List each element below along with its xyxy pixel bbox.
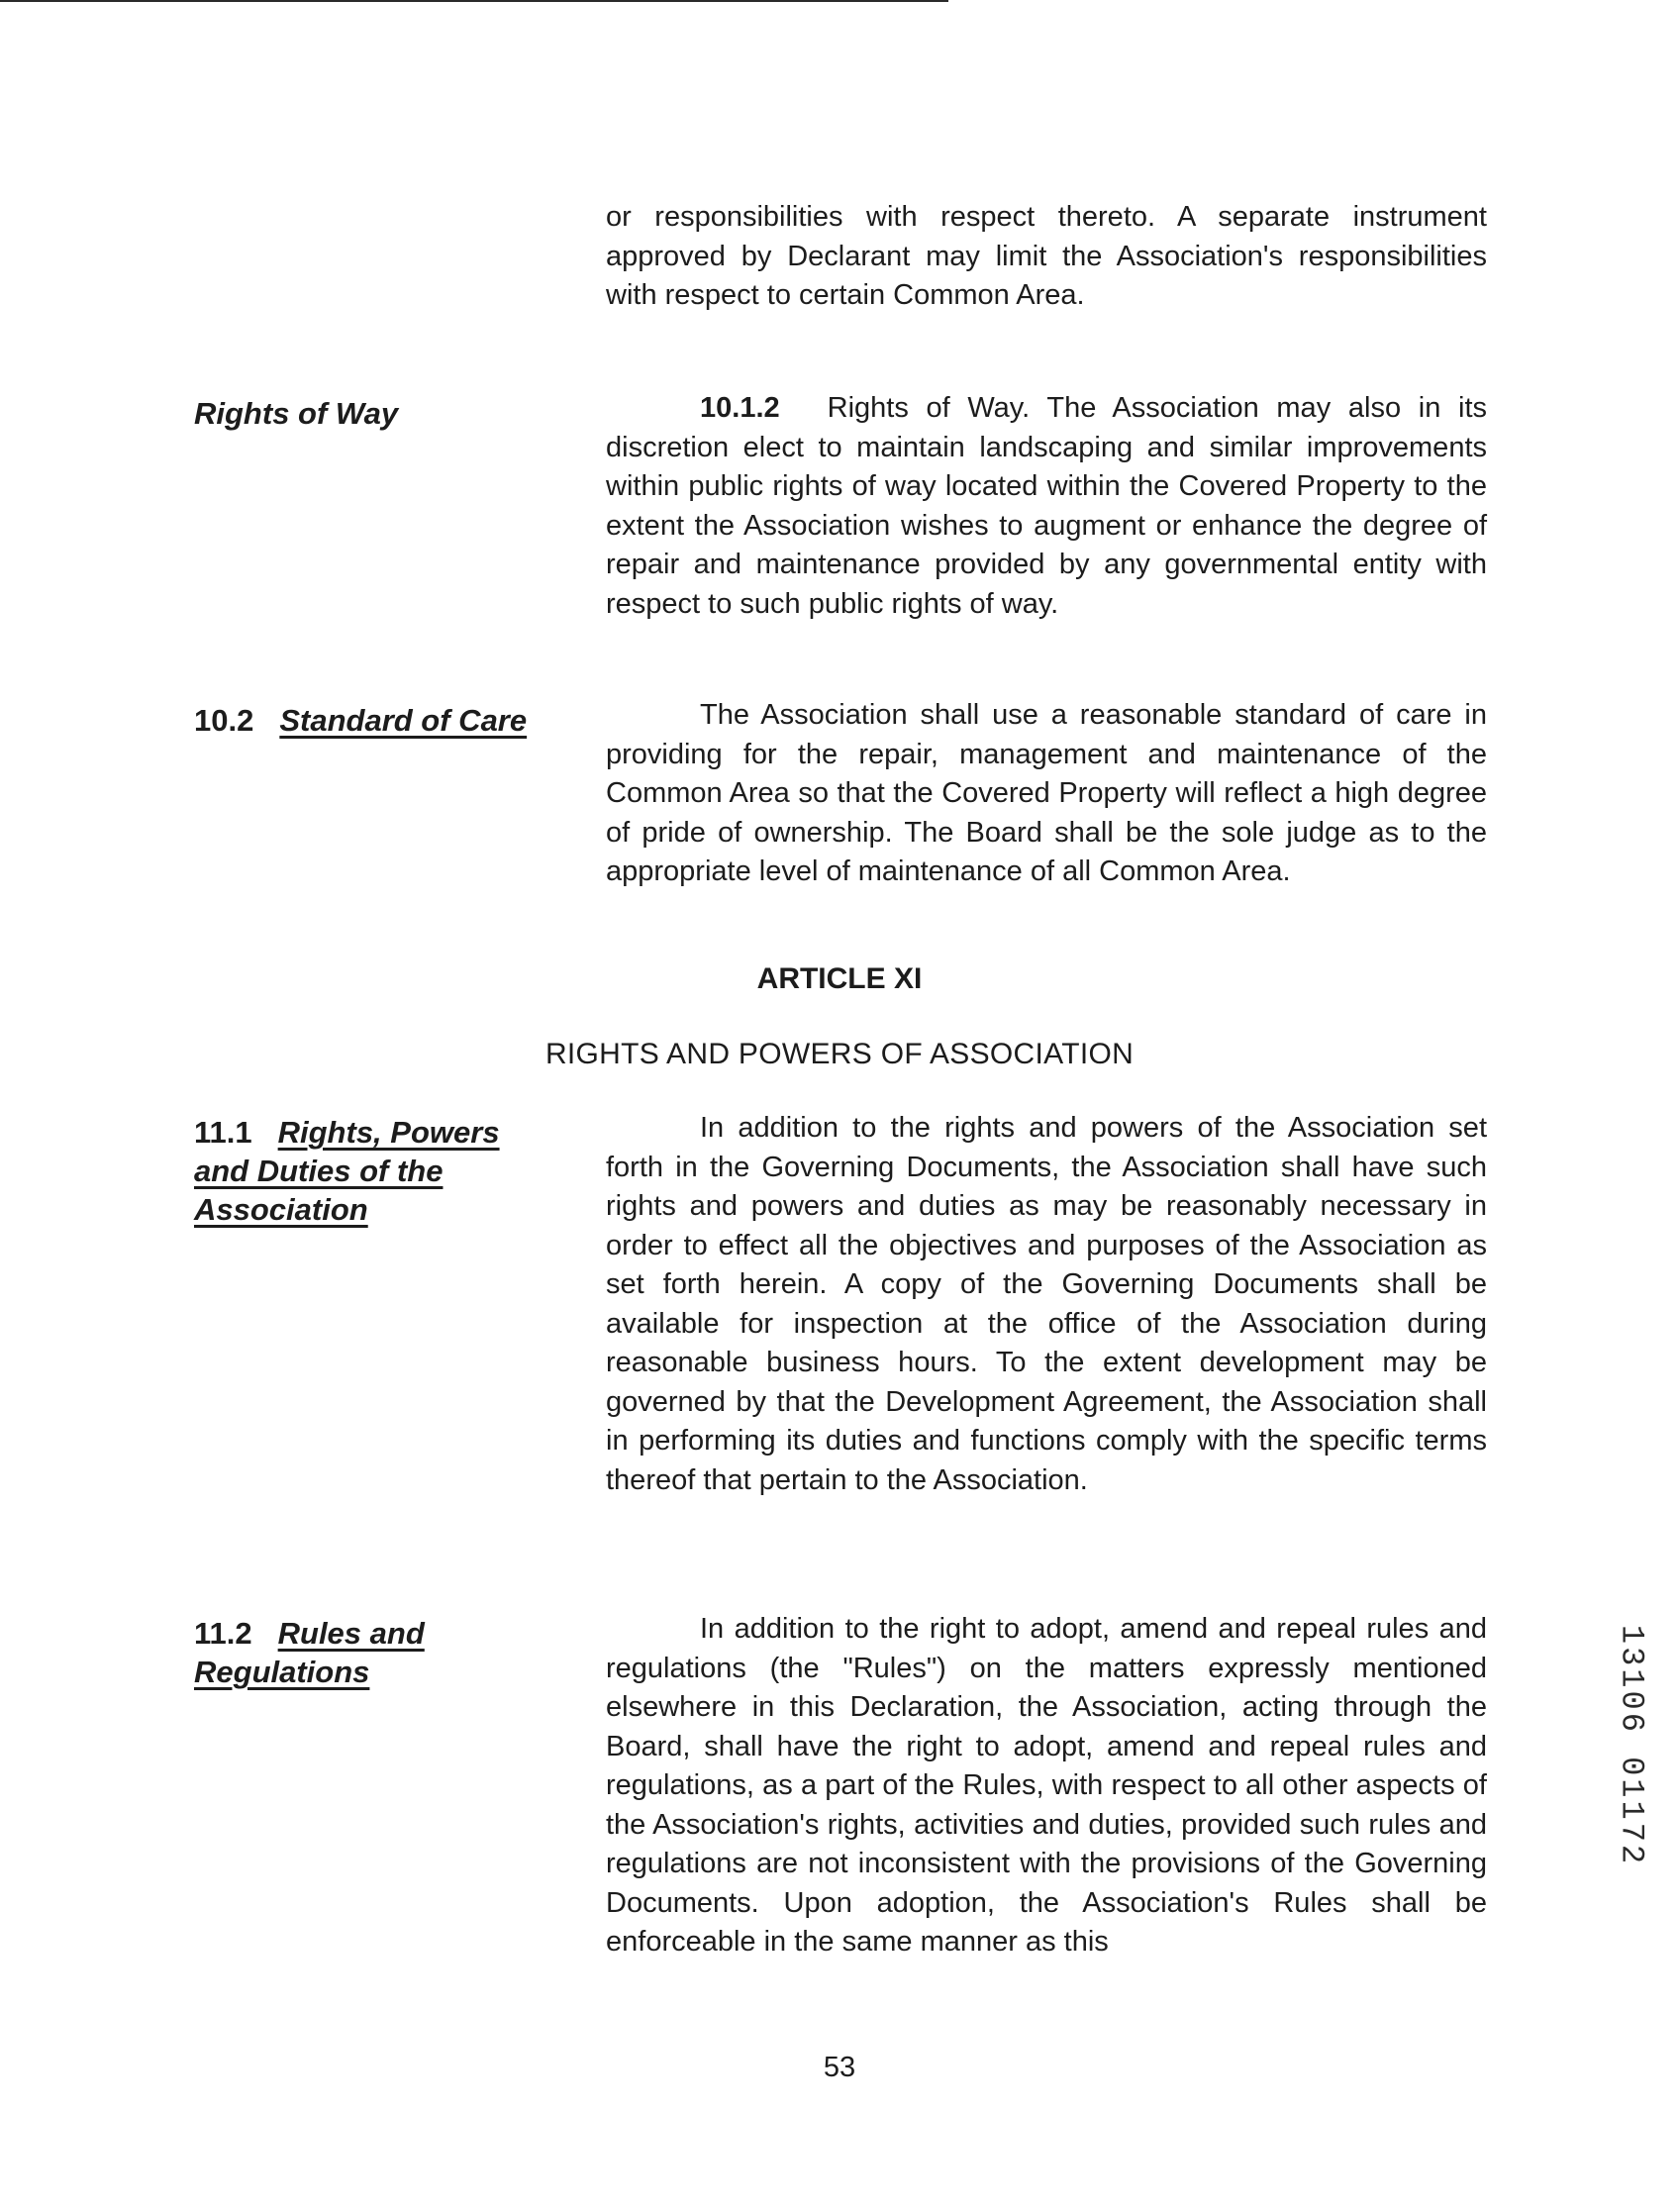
section-heading-title: Rules and Regulations	[194, 1616, 425, 1689]
section-heading-number: 10.2	[194, 703, 254, 738]
section-text: The Association shall use a reasonable standard of care in providing for the repair, management and maintenance of the Common Area so that the Covered Property will reflect a high degree of pride of ownership. The Board shall be the sole judge as to the appropriate level of maintenance of all Common Area.	[606, 699, 1487, 887]
section-text: In addition to the rights and powers of the Association set forth in the Governing Documents, the Association shall have such rights and powers and duties as may be reasonably necessary in order to effect all the objectives and purposes of the Association as set forth herein. A copy of the Governing Documents shall be available for inspection at the office of the Association during reasonable business hours. To the extent development may be governed by that the Development Agreement, the Association shall in performing its duties and functions comply with the specific terms thereof that pertain to the Association.	[606, 1112, 1487, 1496]
section-11-1-paragraph	[606, 1109, 1487, 1500]
section-10-2-paragraph	[606, 696, 1487, 892]
section-heading-11-1	[194, 1113, 550, 1229]
section-11-2-paragraph	[606, 1610, 1487, 1962]
section-text: In addition to the right to adopt, amend and repeal rules and regulations (the "Rules") on the matters expressly mentioned elsewhere in this Declaration, the Association, acting through the Board, shall have the right to adopt, amend and repeal rules and regulations, as a part of the Rules, with respect to all other aspects of the Association's rights, activities and duties, provided such rules and regulations are not inconsistent with the provisions of the Governing Documents. Upon adoption, the Association's Rules shall be enforceable in the same manner as this	[606, 1613, 1487, 1958]
section-heading-number: 11.2	[194, 1616, 252, 1651]
section-10-1-2-paragraph	[606, 389, 1487, 624]
section-text: Rights of Way. The Association may also in its discretion elect to maintain landscaping and similar improvements within public rights of way located within the Covered Property to the extent the Association wishes to augment or enhance the degree of repair and maintenance provided by any governmental entity with respect to such public rights of way.	[606, 392, 1487, 620]
section-heading-title: Standard of Care	[279, 703, 528, 738]
section-heading-title: Rights, Powers and Duties of the Association	[194, 1115, 500, 1227]
section-heading-10-2	[194, 701, 560, 740]
margin-heading-text: Rights of Way	[194, 396, 399, 431]
section-heading-11-2	[194, 1614, 531, 1691]
section-number: 10.1.2	[700, 392, 780, 424]
page-number: 53	[823, 2052, 856, 2083]
document-stamp	[1612, 1602, 1651, 1889]
margin-heading-rights-of-way	[194, 394, 560, 433]
continuation-paragraph	[606, 198, 1487, 316]
continuation-text: or responsibilities with respect thereto. A separate instrument approved by Declarant may limit the Association's responsibilities with respect to certain Common Area.	[606, 201, 1487, 311]
document-stamp-text: 13106 01172	[1613, 1624, 1650, 1867]
article-title: ARTICLE XI	[756, 962, 923, 995]
article-subtitle: RIGHTS AND POWERS OF ASSOCIATION	[544, 1038, 1135, 1070]
top-rule	[0, 0, 948, 2]
section-heading-number: 11.1	[194, 1115, 252, 1150]
